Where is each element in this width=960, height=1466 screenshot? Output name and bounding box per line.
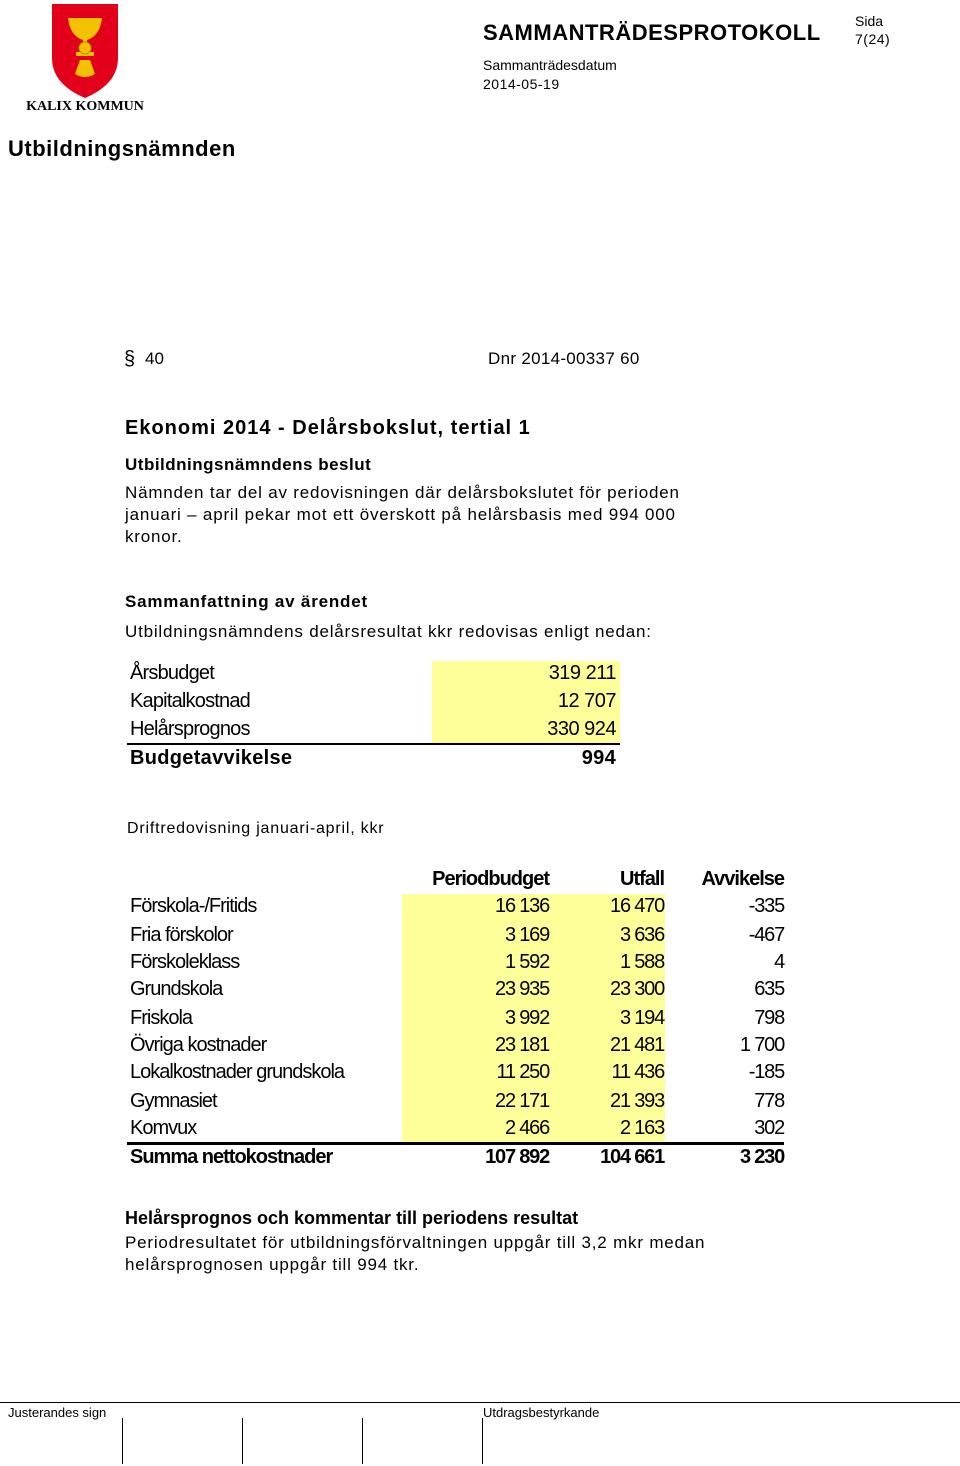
signature-box-divider: [362, 1418, 363, 1464]
table-cell-budget: 3 992: [504, 1007, 549, 1029]
column-header: Periodbudget: [432, 868, 549, 890]
table-row-label: Förskoleklass: [130, 951, 240, 973]
table-row-label: Fria förskolor: [130, 924, 233, 946]
table-cell-avvikelse: 778: [754, 1090, 784, 1112]
table-row-label: Friskola: [130, 1007, 193, 1029]
footer-divider: [0, 1402, 960, 1403]
signature-box-divider: [122, 1418, 123, 1464]
diary-number: Dnr 2014-00337 60: [488, 349, 640, 368]
svg-text:KALIX KOMMUN: KALIX KOMMUN: [26, 99, 144, 114]
decision-text-line: Nämnden tar del av redovisningen där delårsbokslutet för perioden: [125, 483, 680, 502]
table-total-budget: 107 892: [485, 1146, 549, 1168]
table-cell-avvikelse: 635: [754, 978, 784, 1000]
table-row-label: Lokalkostnader grundskola: [130, 1061, 345, 1083]
summary-row-label: Helårsprognos: [130, 718, 250, 740]
signature-box-divider: [242, 1418, 243, 1464]
table-total-avvikelse: 3 230: [739, 1146, 784, 1168]
table-total-utfall: 104 661: [600, 1146, 664, 1168]
meeting-date: 2014-05-19: [483, 76, 560, 92]
summary-heading: Sammanfattning av ärendet: [125, 592, 368, 611]
extract-certification-label: Utdragsbestyrkande: [483, 1405, 600, 1420]
summary-text: Utbildningsnämndens delårsresultat kkr redovisas enligt nedan:: [125, 622, 652, 641]
table-cell-budget: 2 466: [504, 1117, 549, 1139]
case-title: Ekonomi 2014 - Delårsbokslut, tertial 1: [125, 417, 531, 439]
summary-row-label: Kapitalkostnad: [130, 690, 251, 712]
table-row-label: Grundskola: [130, 978, 223, 1000]
forecast-heading: Helårsprognos och kommentar till periodens resultat: [125, 1208, 579, 1228]
table-total-label: Summa nettokostnader: [130, 1146, 333, 1168]
table-cell-budget: 1 592: [504, 951, 549, 973]
summary-total-label: Budgetavvikelse: [130, 747, 293, 769]
table-cell-utfall: 16 470: [610, 895, 664, 917]
table-row-label: Komvux: [130, 1117, 197, 1139]
table-cell-avvikelse: -467: [748, 924, 784, 946]
coat-of-arms-icon: [10, 2, 160, 114]
table-cell-utfall: 2 163: [619, 1117, 664, 1139]
table-cell-avvikelse: -185: [748, 1061, 784, 1083]
page-label: Sida: [855, 13, 884, 29]
table-cell-budget: 3 169: [504, 924, 549, 946]
table-cell-budget: 11 250: [496, 1061, 549, 1083]
summary-row-value: 12 707: [557, 690, 616, 712]
table-cell-avvikelse: 4: [774, 951, 784, 973]
table-cell-budget: 23 935: [495, 978, 549, 1000]
table-cell-utfall: 3 194: [619, 1007, 664, 1029]
decision-heading: Utbildningsnämndens beslut: [125, 455, 372, 474]
summary-row-label: Årsbudget: [130, 662, 214, 684]
table-row-label: Förskola-/Fritids: [130, 895, 257, 917]
column-header: Utfall: [620, 868, 664, 890]
table-row-label: Övriga kostnader: [130, 1034, 267, 1056]
paragraph-number: 40: [145, 349, 164, 368]
table-cell-utfall: 1 588: [619, 951, 664, 973]
table-cell-utfall: 21 393: [610, 1090, 664, 1112]
table-cell-avvikelse: 302: [754, 1117, 784, 1139]
signature-box-divider: [482, 1418, 483, 1464]
summary-row-value: 330 924: [547, 718, 616, 740]
table-cell-avvikelse: 798: [754, 1007, 784, 1029]
table-caption: Driftredovisning januari-april, kkr: [127, 820, 385, 837]
decision-text-line: januari – april pekar mot ett överskott på helårsbasis med 994 000: [125, 505, 676, 524]
table-total-divider: [127, 1142, 784, 1145]
meeting-date-label: Sammanträdesdatum: [483, 57, 617, 73]
forecast-text-line: helårsprognosen uppgår till 994 tkr.: [125, 1255, 420, 1274]
table-cell-avvikelse: -335: [748, 895, 784, 917]
forecast-text-line: Periodresultatet för utbildningsförvaltningen uppgår till 3,2 mkr medan: [125, 1233, 706, 1252]
table-cell-utfall: 23 300: [610, 978, 664, 1000]
summary-total-value: 994: [581, 747, 616, 769]
table-row-label: Gymnasiet: [130, 1090, 217, 1112]
table-cell-avvikelse: 1 700: [739, 1034, 784, 1056]
page-number: 7(24): [855, 31, 891, 47]
adjuster-sign-label: Justerandes sign: [8, 1405, 107, 1420]
column-header: Avvikelse: [701, 868, 784, 890]
committee-title: Utbildningsnämnden: [8, 136, 236, 161]
table-cell-budget: 16 136: [495, 895, 549, 917]
decision-text-line: kronor.: [125, 527, 183, 546]
document-title: SAMMANTRÄDESPROTOKOLL: [483, 20, 821, 45]
table-cell-utfall: 11 436: [611, 1061, 664, 1083]
paragraph-symbol: §: [124, 348, 136, 370]
table-cell-utfall: 3 636: [619, 924, 664, 946]
table-cell-utfall: 21 481: [610, 1034, 664, 1056]
kalix-kommun-logo: [10, 2, 160, 114]
table-cell-budget: 22 171: [495, 1090, 549, 1112]
table-cell-budget: 23 181: [495, 1034, 549, 1056]
summary-row-value: 319 211: [548, 662, 616, 684]
summary-divider: [127, 743, 620, 745]
